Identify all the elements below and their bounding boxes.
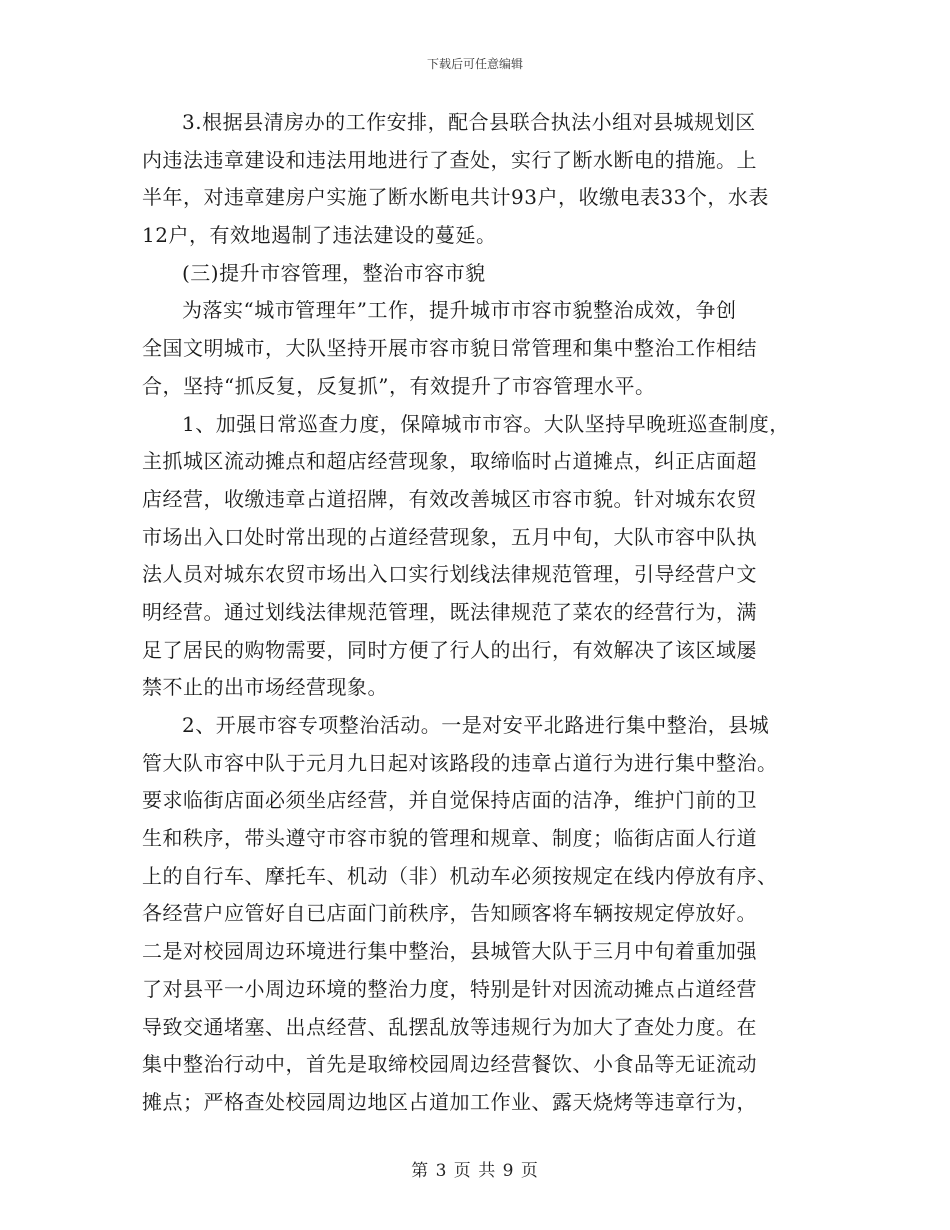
text-line: 内违法违章建设和违法用地进行了查处，实行了断水断电的措施。上 (142, 147, 757, 172)
text-line: 禁不止的出市场经营现象。 (142, 675, 388, 700)
text-line: 法人员对城东农贸市场出入口实行划线法律规范管理，引导经营户文 (142, 562, 757, 587)
text-line: 主抓城区流动摊点和超店经营现象，取缔临时占道摊点，纠正店面超 (142, 449, 757, 474)
page-header: 下载后可任意编辑 (426, 57, 523, 71)
text-line: 12户，有效地遏制了违法建设的蔓延。 (142, 223, 497, 248)
page-footer: 第 3 页 共 9 页 (411, 1161, 539, 1181)
text-line: 摊点；严格查处校园周边地区占道加工作业、露天烧烤等违章行为， (142, 1089, 757, 1114)
text-line: 管大队市容中队于元月九日起对该路段的违章占道行为进行集中整治。 (142, 750, 778, 775)
text-line: (三)提升市容管理，整治市容市貌 (182, 260, 486, 285)
text-line: 要求临街店面必须坐店经营，并自觉保持店面的洁净，维护门前的卫 (142, 788, 757, 813)
text-line: 全国文明城市，大队坚持开展市容市貌日常管理和集中整治工作相结 (142, 336, 757, 361)
text-line: 上的自行车、摩托车、机动（非）机动车必须按规定在线内停放有序、 (142, 863, 778, 888)
text-line: 足了居民的购物需要，同时方便了行人的出行，有效解决了该区域屡 (142, 637, 757, 662)
text-line: 各经营户应管好自已店面门前秩序，告知顾客将车辆按规定停放好。 (142, 901, 757, 926)
text-line: 为落实“城市管理年”工作，提升城市市容市貌整治成效，争创 (182, 298, 737, 323)
text-line: 3.根据县清房办的工作安排，配合县联合执法小组对县城规划区 (182, 110, 756, 134)
text-line: 二是对校园周边环境进行集中整治，县城管大队于三月中旬着重加强 (142, 939, 757, 964)
text-line: 导致交通堵塞、出点经营、乱摆乱放等违规行为加大了查处力度。在 (142, 1014, 757, 1039)
text-line: 2、开展市容专项整治活动。一是对安平北路进行集中整治，县城 (182, 713, 770, 737)
text-line: 合，坚持“抓反复，反复抓”，有效提升了市容管理水平。 (142, 373, 656, 398)
text-line: 了对县平一小周边环境的整治力度，特别是针对因流动摊点占道经营 (142, 976, 757, 1001)
text-line: 店经营，收缴违章占道招牌，有效改善城区市容市貌。针对城东农贸 (142, 486, 757, 511)
text-line: 集中整治行动中，首先是取缔校园周边经营餐饮、小食品等无证流动 (142, 1052, 757, 1077)
text-line: 明经营。通过划线法律规范管理，既法律规范了菜农的经营行为，满 (142, 599, 757, 624)
text-line: 生和秩序，带头遵守市容市貌的管理和规章、制度；临街店面人行道 (142, 826, 757, 851)
text-line: 1、加强日常巡查力度，保障城市市容。大队坚持早晚班巡查制度， (182, 411, 790, 436)
document-body (142, 104, 822, 1122)
text-line: 市场出入口处时常出现的占道经营现象，五月中旬，大队市容中队执 (142, 524, 757, 549)
text-line: 半年，对违章建房户实施了断水断电共计93户，收缴电表33个，水表 (142, 185, 769, 210)
